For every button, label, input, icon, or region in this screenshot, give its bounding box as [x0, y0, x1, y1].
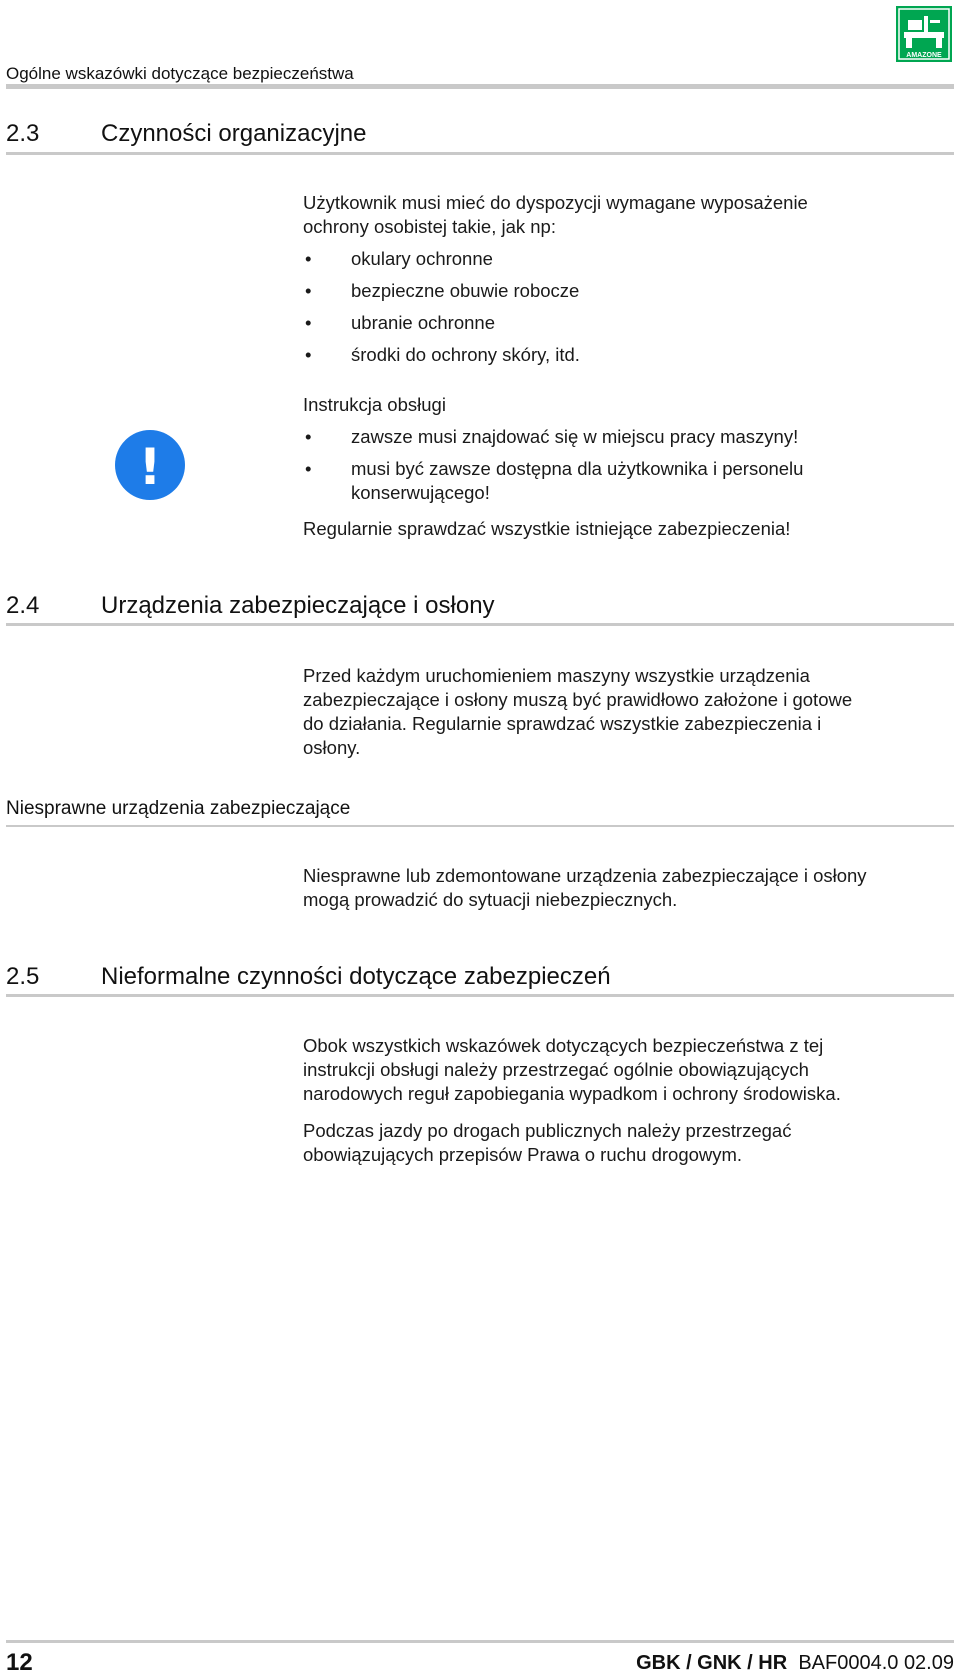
footer-models: GBK / GNK / HR: [636, 1652, 788, 1674]
section-title-2-5: Nieformalne czynności dotyczące zabezpieczeń: [101, 963, 611, 990]
ppe-intro-line-1: Użytkownik musi mieć do dyspozycji wymagane wyposażenie: [303, 192, 808, 213]
section-rule-2-3: [6, 152, 954, 155]
check-note: Regularnie sprawdzać wszystkie istniejące zabezpieczenia!: [303, 518, 791, 539]
running-head: Ogólne wskazówki dotyczące bezpieczeństwa: [6, 64, 354, 83]
faulty-guards-line: mogą prowadzić do sytuacji niebezpiecznych.: [303, 889, 678, 910]
road-rules-line: obowiązujących przepisów Prawa o ruchu drogowym.: [303, 1144, 743, 1165]
footer-doc-info: [636, 1652, 954, 1675]
informal-paragraph-line: Obok wszystkich wskazówek dotyczących bezpieczeństwa z tej: [303, 1035, 824, 1056]
section-number-2-5: 2.5: [6, 963, 40, 990]
bullet: •: [305, 248, 312, 269]
manual-label: Instrukcja obsługi: [303, 394, 446, 415]
guards-paragraph-line: zabezpieczające i osłony muszą być prawidłowo założone i gotowe: [303, 689, 853, 710]
subheading-rule: [6, 825, 954, 827]
informal-paragraph-line: instrukcji obsługi należy przestrzegać ogólnie obowiązujących: [303, 1059, 809, 1080]
guards-paragraph-line: osłony.: [303, 737, 361, 758]
manual-item: musi być zawsze dostępna dla użytkownika i personelu: [351, 458, 804, 479]
bullet: •: [305, 312, 312, 333]
section-rule-2-4: [6, 623, 954, 626]
guards-paragraph-line: Przed każdym uruchomieniem maszyny wszystkie urządzenia: [303, 665, 810, 686]
guards-paragraph-line: do działania. Regularnie sprawdzać wszystkie zabezpieczenia i: [303, 713, 822, 734]
manual-item: zawsze musi znajdować się w miejscu pracy maszyny!: [351, 426, 799, 447]
ppe-item: ubranie ochronne: [351, 312, 495, 333]
page-number: 12: [6, 1649, 33, 1676]
ppe-item: bezpieczne obuwie robocze: [351, 280, 580, 301]
section-title-2-3: Czynności organizacyjne: [101, 120, 367, 147]
bullet: •: [305, 280, 312, 301]
bullet: •: [305, 458, 312, 479]
subheading-faulty-guards: Niesprawne urządzenia zabezpieczające: [6, 798, 351, 819]
warning-exclamation-icon: [113, 428, 187, 502]
section-title-2-4: Urządzenia zabezpieczające i osłony: [101, 592, 495, 619]
ppe-intro-line-2: ochrony osobistej takie, jak np:: [303, 216, 556, 237]
footer-doc-code: BAF0004.0 02.09: [798, 1652, 954, 1674]
amazone-logo: [896, 6, 952, 62]
bullet: •: [305, 426, 312, 447]
footer-rule: [6, 1640, 954, 1643]
section-rule-2-5: [6, 994, 954, 997]
informal-paragraph-line: narodowych reguł zapobiegania wypadkom i ochrony środowiska.: [303, 1083, 841, 1104]
ppe-item: środki do ochrony skóry, itd.: [351, 344, 580, 365]
ppe-item: okulary ochronne: [351, 248, 493, 269]
warning-glyph: !: [138, 438, 162, 496]
header-rule: [6, 84, 954, 89]
bullet: •: [305, 344, 312, 365]
section-number-2-4: 2.4: [6, 592, 40, 619]
logo-text: AMAZONE: [906, 52, 942, 59]
manual-item-continued: konserwującego!: [351, 482, 490, 503]
faulty-guards-line: Niesprawne lub zdemontowane urządzenia zabezpieczające i osłony: [303, 865, 867, 886]
section-number-2-3: 2.3: [6, 120, 40, 147]
road-rules-line: Podczas jazdy po drogach publicznych należy przestrzegać: [303, 1120, 792, 1141]
